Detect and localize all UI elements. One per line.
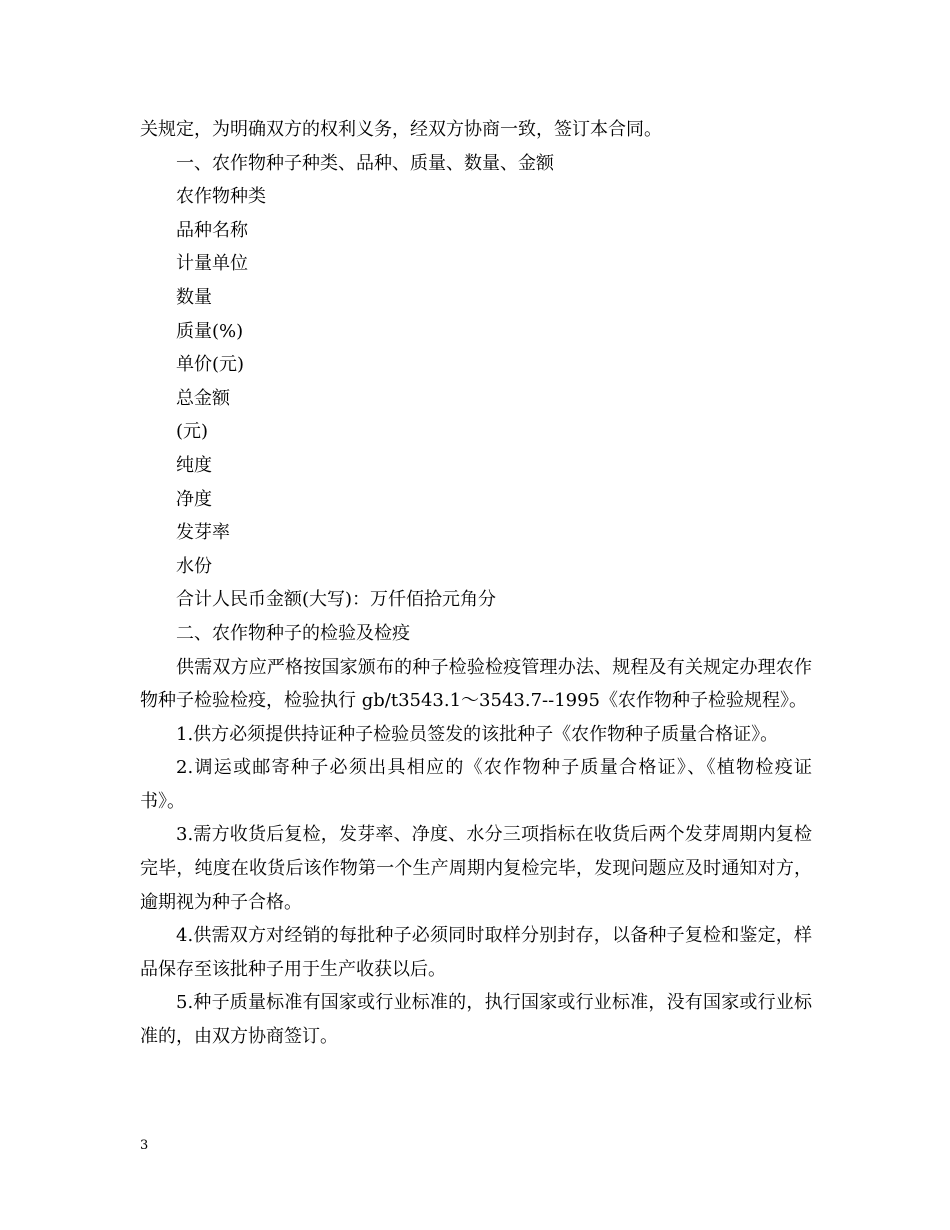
paragraph: 关规定，为明确双方的权利义务，经双方协商一致，签订本合同。 bbox=[140, 119, 662, 140]
paragraph: 2.调运或邮寄种子必须出具相应的《农作物种子质量合格证》、《植物检疫证书》。 bbox=[140, 757, 812, 812]
paragraph: 供需双方应严格按国家颁布的种子检验检疫管理办法、规程及有关规定办理农作物种子检验检疫，检验执行 gb/t3543.1～3543.7--1995《农作物种子检验规程》。 bbox=[140, 656, 812, 712]
paragraph: 数量 bbox=[176, 286, 212, 308]
page-number: 3 bbox=[140, 1138, 149, 1153]
paragraph: 单价(元) bbox=[176, 354, 245, 376]
paragraph: 水份 bbox=[176, 555, 212, 577]
paragraph: 计量单位 bbox=[176, 253, 248, 275]
paragraph: 纯度 bbox=[176, 454, 212, 476]
paragraph: 5.种子质量标准有国家或行业标准的，执行国家或行业标准，没有国家或行业标准的，由双方协商签订。 bbox=[140, 992, 812, 1048]
paragraph: 一、农作物种子种类、品种、质量、数量、金额 bbox=[176, 152, 554, 174]
paragraph: 合计人民币金额(大写)：万仟佰拾元角分 bbox=[176, 589, 497, 611]
paragraph: 4.供需双方对经销的每批种子必须同时取样分别封存，以备种子复检和鉴定，样品保存至该批种子用于生产收获以后。 bbox=[140, 925, 812, 980]
paragraph: 品种名称 bbox=[176, 219, 248, 241]
paragraph: 发芽率 bbox=[176, 522, 230, 544]
paragraph: 二、农作物种子的检验及检疫 bbox=[176, 622, 410, 644]
paragraph: 农作物种类 bbox=[176, 186, 266, 208]
paragraph: 1.供方必须提供持证种子检验员签发的该批种子《农作物种子质量合格证》。 bbox=[176, 723, 779, 745]
paragraph: 净度 bbox=[176, 488, 212, 510]
paragraph: 总金额 bbox=[176, 387, 230, 409]
paragraph: 3.需方收货后复检，发芽率、净度、水分三项指标在收货后两个发芽周期内复检完毕，纯度在收货后该作物第一个生产周期内复检完毕，发现问题应及时通知对方，逾期视为种子合格。 bbox=[140, 824, 812, 913]
paragraph: (元) bbox=[176, 421, 209, 443]
paragraph: 质量(%) bbox=[176, 320, 244, 342]
document-body bbox=[140, 113, 812, 1054]
